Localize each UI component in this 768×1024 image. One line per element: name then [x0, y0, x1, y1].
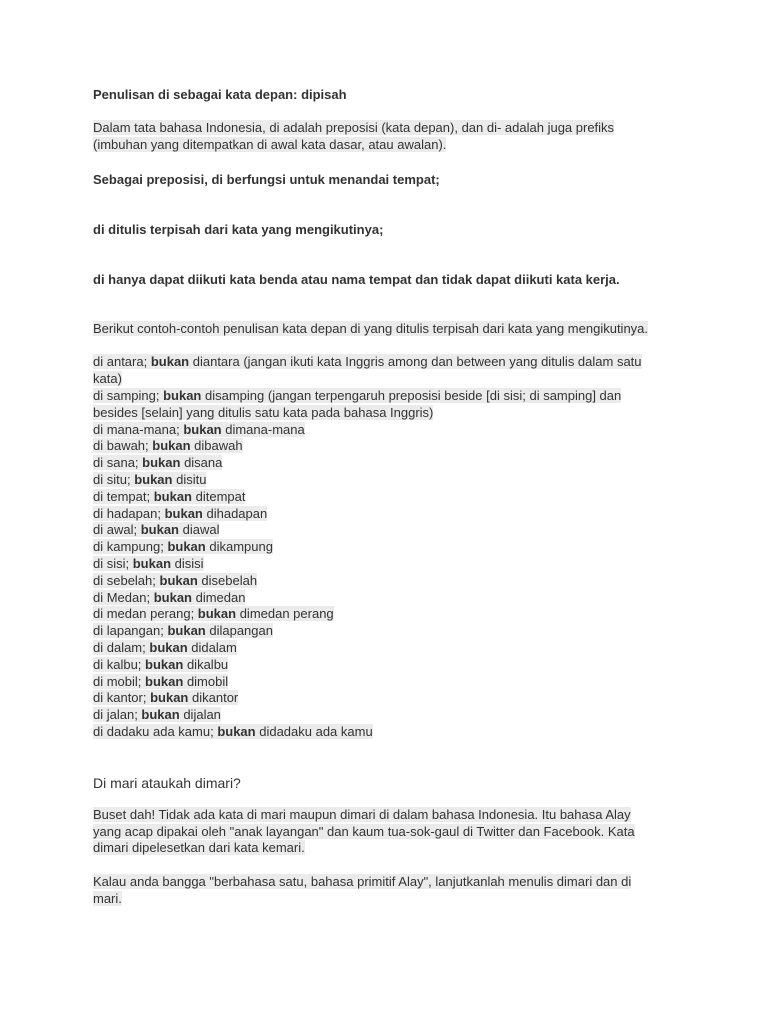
example-text [93, 438, 243, 453]
section-2-heading: Di mari ataukah dimari? [93, 774, 241, 791]
example-line [93, 674, 683, 691]
example-incorrect: disana [180, 455, 223, 471]
bukan-label: bukan [217, 723, 256, 739]
bukan-label: bukan [134, 471, 173, 487]
example-line [93, 707, 683, 724]
example-line [93, 623, 683, 640]
bukan-label: bukan [197, 606, 237, 622]
example-line [93, 472, 683, 489]
example-line [93, 422, 683, 439]
example-correct: di dalam; [93, 639, 150, 655]
example-line [93, 556, 683, 573]
document-heading: Penulisan di sebagai kata depan: dipisah [93, 87, 347, 102]
example-correct: di kantor; [93, 690, 151, 706]
paragraph-line: mari. [93, 890, 122, 906]
example-text [93, 489, 245, 504]
example-text [93, 707, 221, 722]
paragraph-line: Kalau anda bangga "berbahasa satu, bahasa primitif Alay", lanjutkanlah menulis dimari dan di [93, 874, 632, 890]
example-correct: di antara; [93, 354, 151, 370]
example-line [93, 724, 683, 741]
example-incorrect: dimedan perang [236, 606, 334, 622]
example-correct: di situ; [93, 471, 135, 487]
bukan-label: bukan [164, 505, 203, 521]
example-incorrect: dimedan [192, 589, 246, 605]
example-correct: di dadaku ada kamu; [93, 723, 218, 739]
example-text [93, 388, 621, 403]
example-incorrect: disitu [172, 471, 207, 487]
example-line [93, 354, 683, 371]
example-correct: di jalan; [93, 707, 142, 723]
example-line [93, 489, 683, 506]
example-text [93, 506, 267, 521]
example-line [93, 438, 683, 455]
paragraph-line: Buset dah! Tidak ada kata di mari maupun dimari di dalam bahasa Indonesia. Itu bahasa Alay [93, 806, 631, 822]
rule-nouns-only: di hanya dapat diikuti kata benda atau nama tempat dan tidak dapat diikuti kata kerja. [93, 271, 620, 287]
example-line [93, 388, 683, 405]
example-line [93, 371, 683, 388]
example-incorrect: diantara (jangan ikuti kata Inggris among dan between yang ditulis dalam satu [189, 354, 642, 370]
example-correct: di hadapan; [93, 505, 165, 521]
example-incorrect: dihadapan [202, 505, 268, 521]
bukan-label: bukan [145, 673, 184, 689]
example-text [93, 539, 273, 554]
example-correct: di lapangan; [93, 623, 168, 639]
example-text [93, 690, 238, 705]
example-incorrect: disamping (jangan terpengaruh preposisi beside [di sisi; di samping] dan [201, 387, 622, 403]
bukan-label: bukan [141, 707, 180, 723]
bukan-label: bukan [153, 488, 192, 504]
example-text [93, 573, 257, 588]
example-correct: di sebelah; [93, 572, 160, 588]
example-text [93, 405, 433, 420]
rule-heading: Sebagai preposisi, di berfungsi untuk menandai tempat; [93, 171, 440, 187]
example-correct: di awal; [93, 522, 141, 538]
example-correct: di sana; [93, 455, 143, 471]
example-incorrect: dijalan [179, 707, 221, 723]
section-2-paragraph-2 [93, 874, 683, 908]
example-text [93, 623, 273, 638]
bukan-label: bukan [140, 522, 179, 538]
example-text [93, 606, 334, 621]
example-correct: di kampung; [93, 539, 168, 555]
example-line [93, 455, 683, 472]
example-incorrect: ditempat [192, 488, 246, 504]
bukan-label: bukan [150, 690, 189, 706]
example-incorrect: dibawah [190, 438, 243, 454]
example-line [93, 606, 683, 623]
document-page [93, 84, 683, 908]
example-incorrect: disisi [171, 555, 204, 571]
example-line [93, 405, 683, 422]
example-text [93, 371, 122, 386]
intro-line: (imbuhan yang ditempatkan di awal kata dasar, atau awalan). [93, 136, 447, 152]
example-text [93, 674, 228, 689]
example-text [93, 657, 228, 672]
example-incorrect: dimana-mana [221, 421, 305, 437]
example-incorrect: dikalbu [183, 656, 229, 672]
paragraph-line: yang acap dipakai oleh "anak layangan" dan kaum tua-sok-gaul di Twitter dan Facebook. Kata [93, 823, 635, 839]
example-line [93, 573, 683, 590]
example-incorrect: dimobil [183, 673, 229, 689]
example-correct: di medan perang; [93, 606, 198, 622]
example-text [93, 522, 219, 537]
bukan-label: bukan [150, 354, 190, 370]
example-list [93, 354, 683, 740]
bukan-label: bukan [159, 572, 198, 588]
example-line [93, 506, 683, 523]
example-incorrect: dikampung [205, 539, 273, 555]
example-line [93, 657, 683, 674]
section-2-paragraph-1 [93, 807, 683, 857]
example-correct: di bawah; [93, 438, 153, 454]
bukan-label: bukan [167, 539, 206, 555]
example-text [93, 724, 373, 739]
example-correct: kata) [93, 371, 122, 387]
bukan-label: bukan [183, 421, 222, 437]
example-text [93, 354, 642, 369]
bukan-label: bukan [167, 623, 206, 639]
example-incorrect: didalam [187, 639, 237, 655]
example-text [93, 640, 237, 655]
bukan-label: bukan [152, 438, 191, 454]
bukan-label: bukan [153, 589, 192, 605]
bukan-label: bukan [163, 387, 202, 403]
example-correct: di mobil; [93, 673, 146, 689]
example-line [93, 640, 683, 657]
example-correct: di samping; [93, 387, 164, 403]
paragraph-line: dimari dipelesetkan dari kata kemari. [93, 840, 305, 856]
example-line [93, 590, 683, 607]
bukan-label: bukan [132, 555, 172, 571]
example-text [93, 422, 305, 437]
example-text [93, 556, 204, 571]
bukan-label: bukan [149, 639, 188, 655]
example-incorrect: didadaku ada kamu [255, 723, 373, 739]
example-incorrect: diawal [179, 522, 220, 538]
rule-separate: di ditulis terpisah dari kata yang mengikutinya; [93, 221, 384, 237]
example-correct: di kalbu; [93, 656, 146, 672]
example-correct: besides [selain] yang ditulis satu kata pada bahasa Inggris) [93, 404, 434, 420]
example-line [93, 690, 683, 707]
example-correct: di sisi; [93, 555, 133, 571]
example-text [93, 590, 245, 605]
example-line [93, 539, 683, 556]
example-incorrect: dikantor [188, 690, 239, 706]
example-correct: di mana-mana; [93, 421, 184, 437]
examples-intro-text: Berikut contoh-contoh penulisan kata depan di yang ditulis terpisah dari kata yang mengikutinya. [93, 320, 649, 336]
bukan-label: bukan [145, 656, 184, 672]
example-correct: di Medan; [93, 589, 154, 605]
example-line [93, 522, 683, 539]
intro-paragraph [93, 120, 683, 154]
example-text [93, 472, 206, 487]
example-incorrect: disebelah [197, 572, 258, 588]
example-text [93, 455, 222, 470]
examples-intro [93, 321, 683, 338]
example-incorrect: dilapangan [205, 623, 273, 639]
example-correct: di tempat; [93, 488, 154, 504]
intro-line: Dalam tata bahasa Indonesia, di adalah preposisi (kata depan), dan di- adalah juga prefiks [93, 120, 615, 135]
bukan-label: bukan [142, 455, 181, 471]
